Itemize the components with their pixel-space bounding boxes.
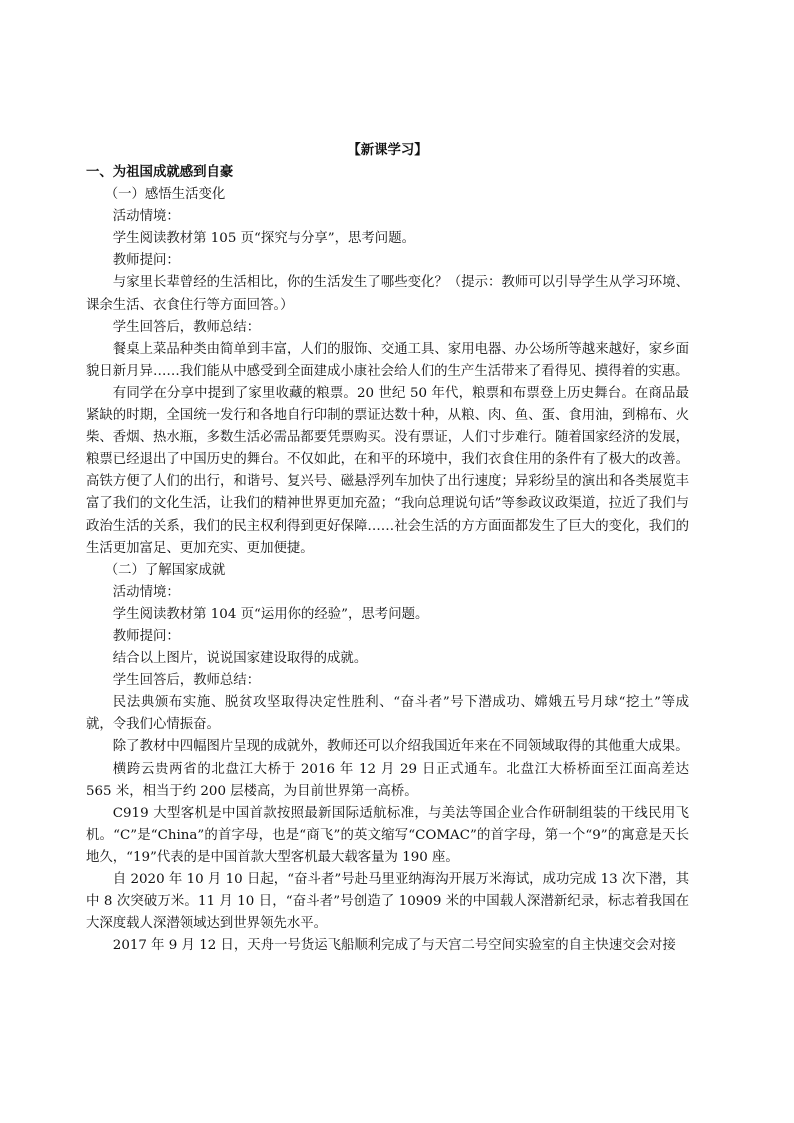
section-title: 【新课学习】	[347, 143, 428, 158]
beipanjiang-bridge-paragraph: 横跨云贵两省的北盘江大桥于 2016 年 12 月 29 日正式通车。北盘江大桥桥面至江面高差达 565 米，相当于约 200 层楼高，为目前世界第一高桥。	[86, 761, 689, 799]
c919-paragraph: C919 大型客机是中国首款按照最新国际适航标准，与美法等国企业合作研制组装的干线民用飞机。“C”是“China”的首字母，也是“商飞”的英文缩写“COMAC”的首字母，第一个“9”的寓意是天长地久，“19”代表的是中国首款大型客机最大载客量为 190 座。	[86, 805, 689, 865]
grain-ticket-paragraph: 有同学在分享中提到了家里收藏的粮票。20 世纪 50 年代，粮票和布票登上历史舞台。在商品最紧缺的时期，全国统一发行和各地自行印制的票证达数十种，从粮、肉、鱼、蛋、食用油，到棉布、火柴、香烟、热水瓶，多数生活必需品都要凭票购买。没有票证，人们寸步难行。随着国家经济的发展，粮票已经退出了中国历史的舞台。不仅如此，在和平的环境中，我们衣食住用的条件有了极大的改善。高铁方便了人们的出行，和谐号、复兴号、磁悬浮列车加快了出行速度；异彩纷呈的演出和各类展览丰富了我们的文化生活，让我们的精神世界更加充盈；“我向总理说句话”等参政议政渠道，拉近了我们与政治生活的关系，我们的民主权利得到更好保障……社会生活的方方面面都发生了巨大的变化，我们的生活更加富足、更加充实、更加便捷。	[86, 385, 689, 556]
summary-label: 学生回答后，教师总结：	[112, 319, 261, 335]
summary-text-2: 民法典颁布实施、脱贫攻坚取得决定性胜利、“奋斗者”号下潜成功、嫦娥五号月球“挖土”等成就，令我们心情振奋。	[86, 695, 689, 733]
summary-text: 餐桌上菜品种类由简单到丰富，人们的服饰、交通工具、家用电器、办公场所等越来越好，家乡面貌日新月异……我们能从中感受到全面建成小康社会给人们的生产生活带来了看得见、摸得着的实惠。	[86, 341, 689, 379]
teacher-question-text: 与家里长辈曾经的生活相比，你的生活发生了哪些变化？（提示：教师可以引导学生从学习环境、课余生活、衣食住行等方面回答。）	[86, 275, 689, 313]
activity-text-2: 学生阅读教材第 104 页“运用你的经验”，思考问题。	[112, 606, 429, 622]
subsection-title-1: （一）感悟生活变化	[104, 187, 226, 203]
subsection-title-2: （二）了解国家成就	[104, 562, 226, 578]
activity-label-2: 活动情境：	[112, 584, 180, 600]
teacher-question-text-2: 结合以上图片，说说国家建设取得的成就。	[112, 651, 368, 667]
tianzhou-paragraph: 2017 年 9 月 12 日，天舟一号货运飞船顺利完成了与天宫二号空间实验室的自主快速交会对接	[112, 938, 676, 954]
part-title: 一、为祖国成就感到自豪	[86, 165, 234, 180]
summary-label-2: 学生回答后，教师总结：	[112, 673, 261, 689]
teacher-question-label-2: 教师提问：	[112, 628, 180, 644]
fendouzhe-paragraph: 自 2020 年 10 月 10 日起，“奋斗者”号赴马里亚纳海沟开展万米海试，成功完成 13 次下潜，其中 8 次突破万米。11 月 10 日，“奋斗者”号创造了 10909 米的中国载人深潜新纪录，标志着我国在大深度载人深潜领域达到世界领先水平。	[86, 872, 689, 932]
teacher-question-label: 教师提问：	[112, 253, 180, 269]
activity-text: 学生阅读教材第 105 页“探究与分享”，思考问题。	[112, 231, 415, 247]
activity-label: 活动情境：	[112, 209, 180, 225]
extra-achievements-text: 除了教材中四幅图片呈现的成就外，教师还可以介绍我国近年来在不同领域取得的其他重大成果。	[112, 739, 689, 755]
document-page	[86, 140, 689, 957]
